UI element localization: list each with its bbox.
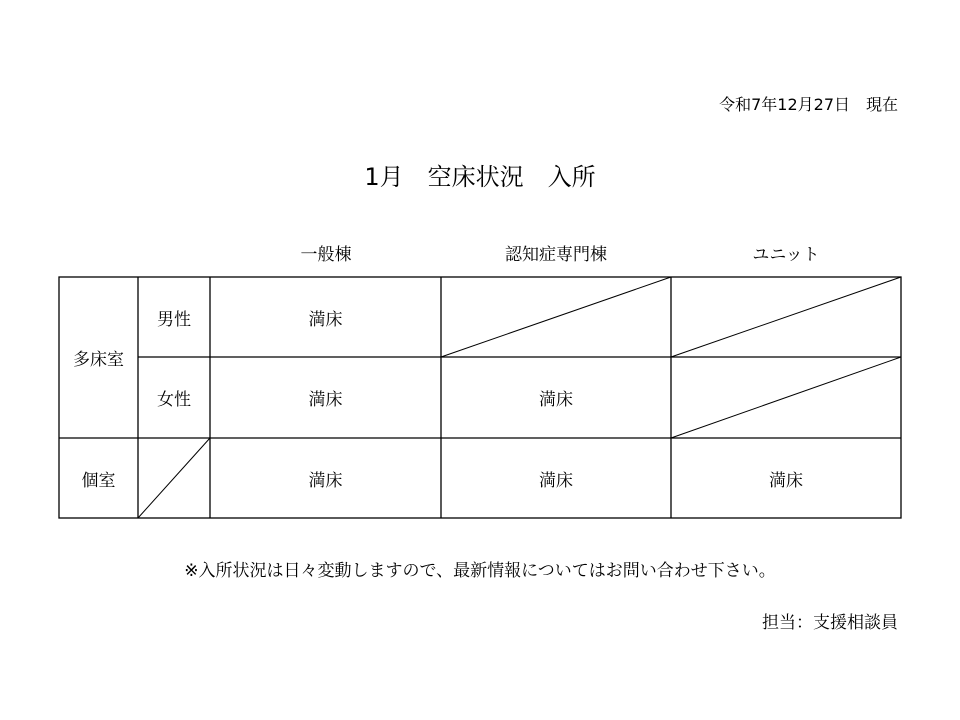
column-header-dementia: 認知症専門棟 xyxy=(505,245,607,265)
row-group-multi-bed: 多床室 xyxy=(73,350,124,370)
row-group-private: 個室 xyxy=(81,470,116,491)
column-header-general: 一般棟 xyxy=(300,245,352,265)
as-of-date: 令和7年12月27日 現在 xyxy=(719,95,898,114)
na-slash-female-unit xyxy=(671,357,901,438)
cell-male-general: 満床 xyxy=(308,309,343,330)
row-sub-female: 女性 xyxy=(157,390,191,410)
cell-private-unit: 満床 xyxy=(769,470,803,491)
row-sub-male: 男性 xyxy=(157,309,191,330)
cell-private-general: 満床 xyxy=(308,470,343,491)
footer-note: ※入所状況は日々変動しますので、最新情報についてはお問い合わせ下さい。 xyxy=(184,561,776,581)
cell-female-general: 満床 xyxy=(308,390,343,410)
cell-female-dementia: 満床 xyxy=(539,390,573,410)
cell-private-dementia: 満床 xyxy=(539,470,573,491)
na-slash-private-sub xyxy=(138,438,210,518)
page-title: 1月 空床状況 入所 xyxy=(364,163,596,191)
column-header-unit: ユニット xyxy=(752,245,820,265)
na-slash-male-unit xyxy=(671,277,901,357)
staff-in-charge: 担当：支援相談員 xyxy=(762,613,898,633)
na-slash-male-dementia xyxy=(441,277,671,357)
